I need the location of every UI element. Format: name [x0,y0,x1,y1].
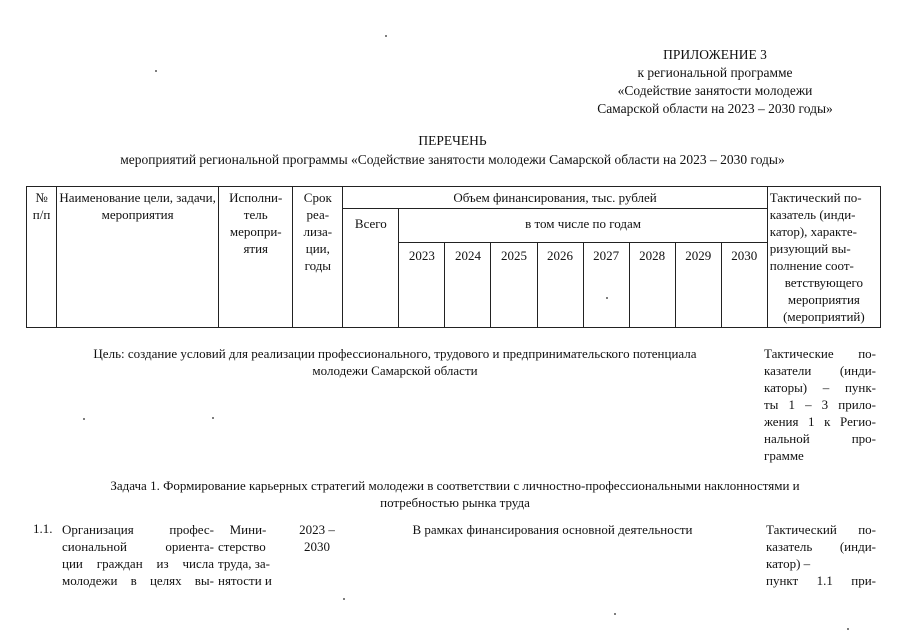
year-2026: 2026 [537,243,583,328]
row-name: Организация профес- сиональной ориента- ции граждан из числа молодежи в целях вы- [62,522,214,588]
year-2025: 2025 [491,243,537,328]
row-number: 1.1. [33,521,53,536]
indicator-header: Тактический по- казатель (инди- катор), характе- ризующий вы- полнение соот- ветствующего мероприятия (мероприятий) [767,187,880,328]
scan-speck [83,418,85,420]
name-header: Наименование цели, задачи, мероприятия [57,187,219,328]
finance-header: Объем финансирования, тыс. рублей [343,187,767,209]
year-2030: 2030 [721,243,767,328]
year-2028: 2028 [629,243,675,328]
row-term: 2023 – 2030 [299,522,335,554]
year-2023: 2023 [399,243,445,328]
goal-text: Цель: создание условий для реализации профессионального, трудового и предпринимательского потенциала молодежи Самарской области [93,346,697,378]
header-table [26,186,881,328]
appendix-line: к региональной программе [637,65,793,80]
scan-speck [343,598,345,600]
appendix-title: ПРИЛОЖЕНИЕ 3 [663,47,767,62]
task-1: Задача 1. Формирование карьерных стратегий молодежи в соответствии с личностно-профессиональными наклонностями и потребностью рынка труда [110,478,800,510]
appendix-block [560,46,870,118]
row-executor: Мини- стерство труда, за- нятости и [218,522,272,588]
total-header: Всего [343,209,399,328]
goal-indicators: Тактические по- казатели (инди- каторы) – пунк- ты 1 – 3 прило- жения 1 к Регио- нальной про- грамме [764,346,876,463]
scan-speck [385,35,387,37]
scan-speck [614,613,616,615]
scan-speck [606,297,608,299]
appendix-line: «Содействие занятости молодежи [617,83,813,98]
scan-speck [847,628,849,630]
document-title: ПЕРЕЧЕНЬ [418,133,487,148]
year-2029: 2029 [675,243,721,328]
year-2024: 2024 [445,243,491,328]
executor-header: Исполни- тель меропри- ятия [219,187,293,328]
term-header: Срок реа- лиза- ции, годы [293,187,343,328]
by-years-header: в том числе по годам [399,209,767,243]
document-subtitle: мероприятий региональной программы «Содействие занятости молодежи Самарской области на 2023 – 2030 годы» [120,152,785,167]
row-financing: В рамках финансирования основной деятельности [412,522,693,537]
appendix-line: Самарской области на 2023 – 2030 годы» [597,101,833,116]
year-2027: 2027 [583,243,629,328]
scan-speck [212,417,214,419]
scan-speck [155,70,157,72]
row-indicator: Тактический по- казатель (инди- катор) – пункт 1.1 при- [766,522,876,588]
num-header: № п/п [27,187,57,328]
